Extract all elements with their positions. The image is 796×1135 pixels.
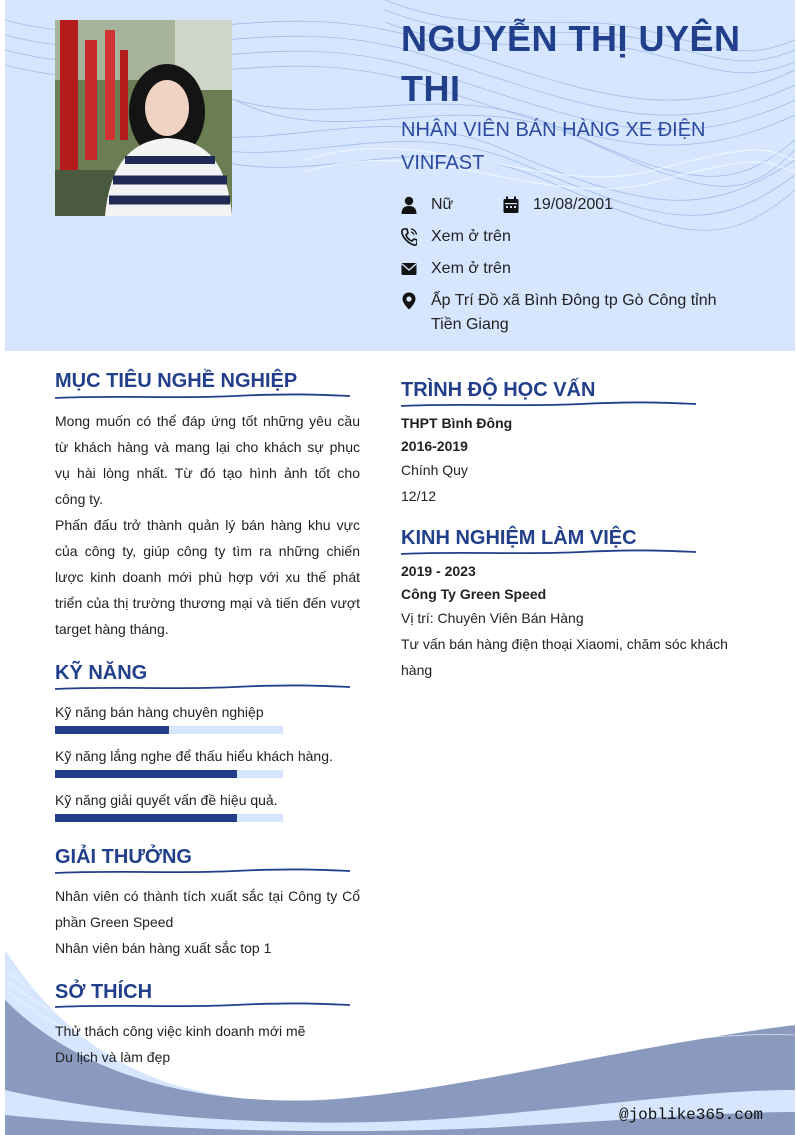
experience-heading: KINH NGHIỆM LÀM VIỆC (401, 527, 637, 549)
skill-label: Kỹ năng giải quyết vấn đề hiệu quả. (55, 792, 278, 808)
objective-text (55, 408, 360, 642)
awards-underline (55, 868, 350, 876)
experience-position: Vị trí: Chuyên Viên Bán Hàng (401, 610, 584, 626)
candidate-name: NGUYỄN THỊ UYÊN THI (401, 18, 741, 109)
skill-label: Kỹ năng bán hàng chuyên nghiệp (55, 704, 264, 720)
envelope-icon (401, 260, 417, 278)
skill-label: Kỹ năng lắng nghe để thấu hiểu khách hàng. (55, 748, 333, 764)
phone-icon (401, 228, 417, 246)
skill-item (55, 790, 355, 810)
address-value: Ấp Trí Đồ xã Bình Đông tp Gò Công tỉnh Tiền Giang (431, 292, 717, 333)
skill-bar-fill (55, 814, 237, 822)
birthday-value: 19/08/2001 (533, 196, 614, 213)
job-title: NHÂN VIÊN BÁN HÀNG XE ĐIỆN VINFAST (401, 119, 706, 174)
hobbies-underline (55, 1002, 350, 1010)
skills-heading: KỸ NĂNG (55, 662, 148, 684)
email-value: Xem ở trên (431, 260, 511, 277)
hobbies-heading: SỞ THÍCH (55, 981, 153, 1003)
profile-photo-image (55, 20, 232, 216)
education-grade: 12/12 (401, 488, 437, 504)
footer-brand: @joblike365.com (618, 1106, 763, 1124)
skill-bar-fill (55, 726, 169, 734)
hobby-item: Du lịch và làm đẹp (55, 1049, 171, 1065)
skill-bar (55, 770, 283, 778)
profile-photo (55, 20, 232, 216)
objective-paragraph: Phấn đấu trở thành quản lý bán hàng khu vực của công ty, giúp công ty tìm ra những chiến lược kinh doanh mới phù hợp với xu thế phát triển của thị trường thương mại và tiến đến vượt target hàng tháng. (55, 517, 360, 637)
skill-bar (55, 814, 283, 822)
experience-period: 2019 - 2023 (401, 563, 476, 579)
calendar-icon (503, 196, 519, 214)
education-period: 2016-2019 (401, 438, 468, 454)
phone-value: Xem ở trên (431, 228, 511, 245)
education-heading: TRÌNH ĐỘ HỌC VẤN (401, 379, 596, 401)
education-type: Chính Quy (401, 462, 468, 478)
skill-item (55, 702, 355, 722)
header (5, 0, 795, 351)
awards-list (55, 883, 360, 961)
experience-description: Tư vấn bán hàng điện thoại Xiaomi, chăm sóc khách hàng (401, 636, 728, 678)
gender-value: Nữ (431, 196, 454, 213)
education-underline (401, 401, 696, 409)
experience-underline (401, 549, 696, 557)
skill-item (55, 746, 355, 766)
skill-bar (55, 726, 283, 734)
map-pin-icon (401, 292, 417, 310)
experience-company: Công Ty Green Speed (401, 586, 547, 602)
objective-underline (55, 393, 350, 401)
education-school: THPT Bình Đông (401, 415, 513, 431)
award-item: Nhân viên có thành tích xuất sắc tại Công ty Cổ phần Green Speed (55, 888, 360, 930)
objective-heading: MỤC TIÊU NGHỀ NGHIỆP (55, 370, 298, 392)
objective-paragraph: Mong muốn có thể đáp ứng tốt những yêu cầu từ khách hàng và mang lại cho khách sự phục vụ hài lòng nhất. Từ đó tạo hình ảnh tốt cho công ty. (55, 413, 360, 507)
awards-heading: GIẢI THƯỞNG (55, 846, 192, 868)
skills-underline (55, 684, 350, 692)
award-item: Nhân viên bán hàng xuất sắc top 1 (55, 940, 272, 956)
resume-page (5, 0, 795, 1135)
user-icon (401, 196, 417, 214)
address-row (401, 289, 751, 339)
hobby-item: Thử thách công việc kinh doanh mới mẽ (55, 1023, 306, 1039)
skill-bar-fill (55, 770, 237, 778)
